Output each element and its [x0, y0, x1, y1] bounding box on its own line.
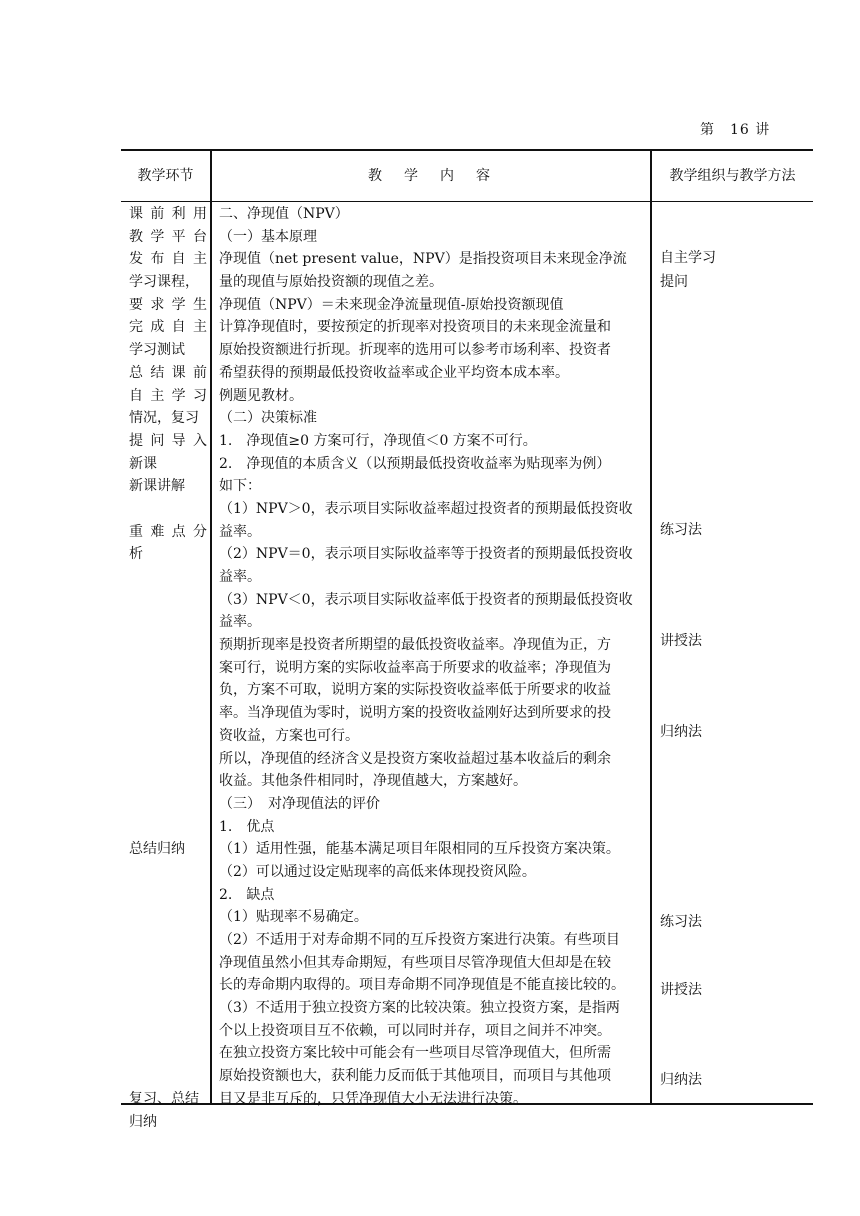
- content-line: （三） 对净现值法的评价: [219, 795, 380, 812]
- method-lecture: 讲授法: [660, 982, 702, 998]
- content-line: 1. 净现值≥0 方案可行，净现值＜0 方案不可行。: [219, 432, 537, 449]
- content-line: 净现值（NPV）＝未来现金净流量现值-原始投资额现值: [219, 296, 564, 313]
- content-line: 量的现值与原始投资额的现值之差。: [219, 274, 443, 291]
- stage-line: 课前利用: [129, 206, 207, 222]
- method-questioning: 提问: [660, 274, 688, 290]
- content-line: 案可行，说明方案的实际收益率高于所要求的收益率；净现值为: [219, 659, 611, 676]
- stage-review: 复习、总结: [129, 1090, 199, 1107]
- method-induction: 归纳法: [660, 1072, 702, 1088]
- content-column: [219, 203, 645, 1111]
- stage-line: 学习测试: [129, 342, 185, 359]
- stage-line: 情况，复习: [129, 410, 199, 427]
- content-line: （3）NPV＜0，表示项目实际收益率低于投资者的预期最低投资收: [219, 591, 633, 608]
- stage-line: 提问导入: [129, 432, 207, 449]
- content-line: 个以上投资项目互不依赖，可以同时并存，项目之间并不冲突。: [219, 1022, 611, 1039]
- stage-summary: 总结归纳: [129, 841, 185, 858]
- stage-line: 完成自主: [129, 319, 207, 336]
- content-line: 资收益，方案也可行。: [219, 727, 359, 744]
- content-line: （1）贴现率不易确定。: [219, 909, 368, 926]
- content-line: 长的寿命期内取得的。项目寿命期不同净现值是不能直接比较的。: [219, 977, 625, 994]
- content-line: （3）不适用于独立投资方案的比较决策。独立投资方案，是指两: [219, 1000, 620, 1017]
- content-line: （二）决策标准: [219, 410, 317, 427]
- stage-line: 要求学生: [129, 296, 207, 313]
- content-line: 负，方案不可取，说明方案的实际投资收益率低于所要求的收益: [219, 682, 611, 699]
- stage-line: 自主学习: [129, 387, 207, 404]
- header-teaching-content: 教 学 内 容: [368, 168, 494, 184]
- method-self-study: 自主学习: [660, 250, 716, 266]
- content-line: 原始投资额也大，获利能力反而低于其他项目，而项目与其他项: [219, 1068, 611, 1085]
- content-line: 计算净现值时，要按预定的折现率对投资项目的未来现金流量和: [219, 319, 611, 336]
- stage-key-points: 重难点分: [129, 523, 207, 540]
- stage-block-pre-class: [129, 203, 207, 475]
- content-line: （2）不适用于对寿命期不同的互斥投资方案进行决策。有些项目: [219, 932, 620, 948]
- content-line: （1）适用性强，能基本满足项目年限相同的互斥投资方案决策。: [219, 841, 620, 858]
- stage-line: 新课: [129, 455, 157, 472]
- method-induction: 归纳法: [660, 724, 702, 740]
- content-line: （2）可以通过设定贴现率的高低来体现投资风险。: [219, 863, 536, 880]
- content-line: 1. 优点: [219, 818, 275, 835]
- stage-line: 发布自主: [129, 251, 207, 268]
- method-practice: 练习法: [660, 914, 702, 930]
- content-line: 原始投资额进行折现。折现率的选用可以参考市场利率、投资者: [219, 342, 611, 359]
- content-line: 如下：: [219, 478, 261, 495]
- content-line: 净现值（net present value，NPV）是指投资项目未来现金净流: [219, 251, 627, 268]
- content-line: 2. 缺点: [219, 886, 275, 903]
- content-line: 益率。: [219, 569, 261, 585]
- column-divider-1: [210, 151, 212, 1103]
- content-line: 所以，净现值的经济含义是投资方案收益超过基本收益后的剩余: [219, 750, 611, 767]
- stage-line: 总结课前: [129, 364, 207, 381]
- content-line: 益率。: [219, 614, 261, 631]
- column-divider-2: [650, 151, 652, 1103]
- stage-column: [129, 203, 207, 1133]
- header-divider: [121, 201, 813, 202]
- method-practice: 练习法: [660, 522, 702, 538]
- lecture-number: 第 16 讲: [700, 122, 771, 138]
- content-line: 收益。其他条件相同时，净现值越大，方案越好。: [219, 773, 527, 790]
- content-line: （2）NPV＝0，表示项目实际收益率等于投资者的预期最低投资收: [219, 546, 633, 563]
- stage-line: 学习课程，: [129, 274, 199, 291]
- header-teaching-stage: 教学环节: [137, 168, 194, 184]
- content-line: 预期折现率是投资者所期望的最低投资收益率。净现值为正，方: [219, 637, 611, 654]
- content-line: 益率。: [219, 523, 261, 540]
- content-line: 净现值虽然小但其寿命期短，有些项目尽管净现值大但却是在较: [219, 954, 611, 971]
- content-line: 例题见教材。: [219, 387, 303, 404]
- content-line: 率。当净现值为零时，说明方案的投资收益刚好达到所要求的投: [219, 705, 611, 722]
- header-teaching-method: 教学组织与教学方法: [669, 168, 796, 184]
- content-line: （一）基本原理: [219, 228, 317, 245]
- method-lecture: 讲授法: [660, 633, 702, 649]
- content-line: 二、净现值（NPV）: [219, 206, 349, 222]
- stage-new-lesson: 新课讲解: [129, 478, 185, 495]
- content-line: （1）NPV＞0，表示项目实际收益率超过投资者的预期最低投资收: [219, 500, 633, 517]
- content-line: 目又是非互斥的，只凭净现值大小无法进行决策。: [219, 1090, 527, 1107]
- content-line: 在独立投资方案比较中可能会有一些项目尽管净现值大，但所需: [219, 1045, 611, 1062]
- stage-line: 教学平台: [129, 228, 207, 245]
- lesson-table: [121, 149, 813, 1130]
- stage-line: 析: [129, 546, 143, 563]
- content-line: 希望获得的预期最低投资收益率或企业平均资本成本率。: [219, 364, 569, 381]
- content-line: 2. 净现值的本质含义（以预期最低投资收益率为贴现率为例）: [219, 455, 611, 472]
- stage-line: 归纳: [129, 1113, 157, 1130]
